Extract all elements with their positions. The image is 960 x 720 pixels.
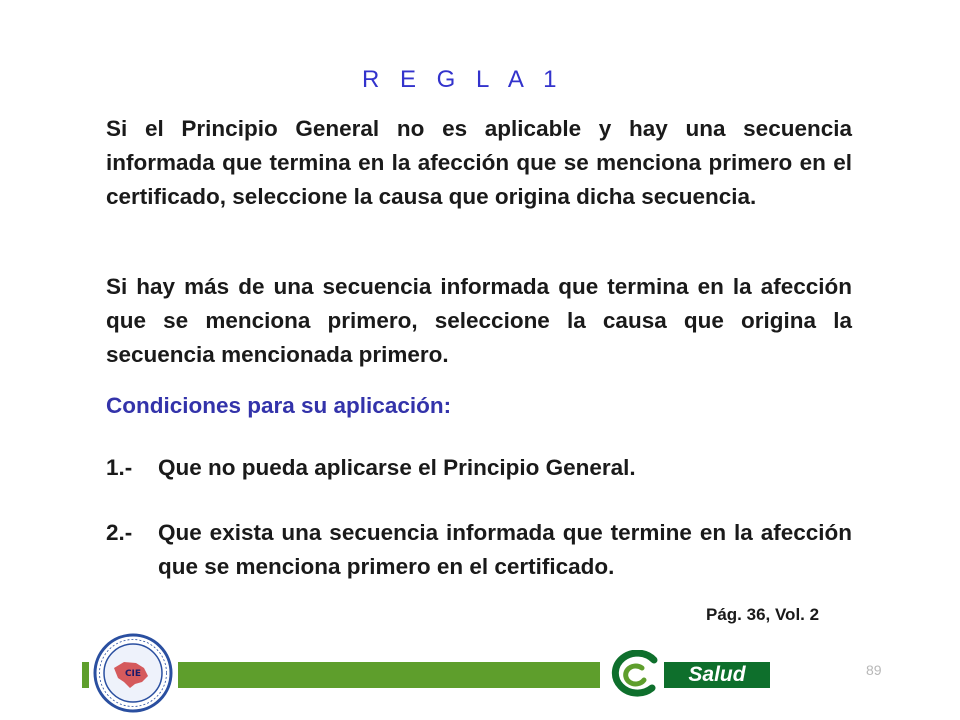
salud-swoosh-logo — [608, 650, 662, 698]
salud-brand-label: Salud — [664, 662, 770, 688]
paragraph-principio-general: Si el Principio General no es aplicable y hay una secuencia informada que termina en la afección que se menciona primero en el certificado, seleccione la causa que origina dicha secuencia. — [106, 116, 852, 209]
condition-item-1 — [106, 451, 852, 485]
page-reference: Pág. 36, Vol. 2 — [706, 605, 820, 624]
footer-bar-stub — [82, 662, 89, 688]
condition-text: Que no pueda aplicarse el Principio General. — [158, 455, 636, 480]
slide-title: R E G L A 1 — [362, 66, 564, 93]
svg-text:CIE: CIE — [124, 669, 142, 679]
page-number: 89 — [866, 662, 882, 678]
condition-text: Que exista una secuencia informada que termine en la afección que se menciona primero en el certificado. — [158, 520, 852, 579]
paragraph-multiple-sequences: Si hay más de una secuencia informada que termina en la afección que se menciona primero, seleccione la causa que origina la secuencia mencionada primero. — [106, 274, 852, 367]
condition-item-2 — [106, 516, 852, 584]
cemece-seal-logo — [92, 632, 174, 714]
condition-number: 2.- — [106, 520, 133, 545]
condition-number: 1.- — [106, 455, 133, 480]
conditions-heading: Condiciones para su aplicación: — [106, 393, 452, 418]
